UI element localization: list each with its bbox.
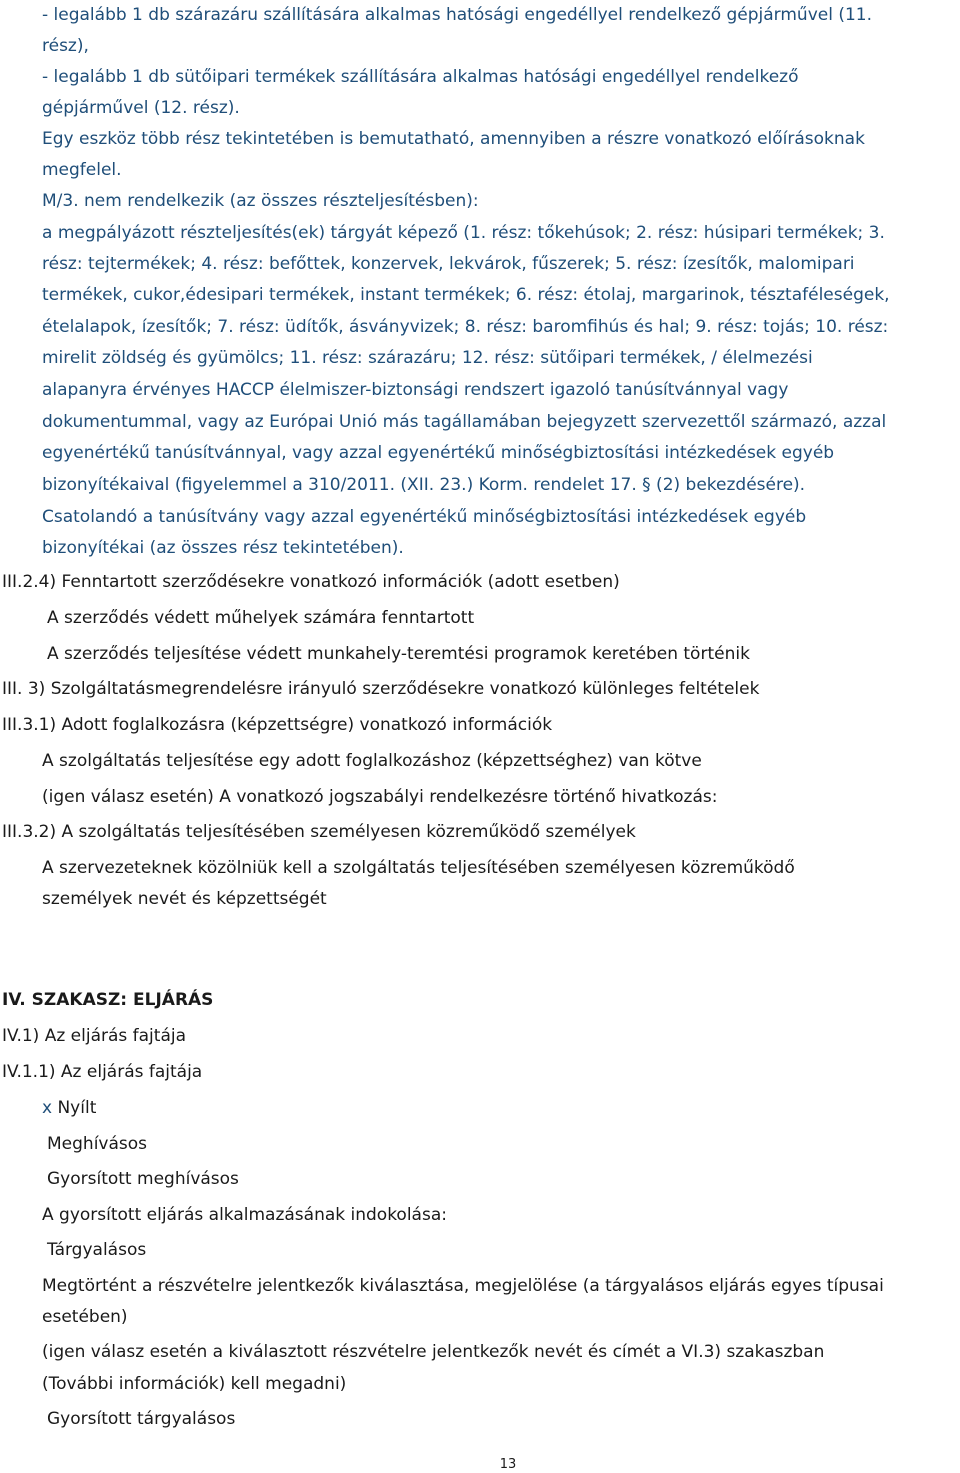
req-line: gépjárművel (12. rész). (42, 98, 240, 118)
req-line: Csatolandó a tanúsítvány vagy azzal egyenértékű minőségbiztosítási intézkedések egyéb (42, 507, 807, 527)
section-heading-4: IV. SZAKASZ: ELJÁRÁS (2, 990, 214, 1010)
candidates-selected-line: esetében) (42, 1307, 128, 1327)
req-line: ételalapok, ízesítők; 7. rész: üdítők, ásványvizek; 8. rész: baromfihús és hal; 9. rész: tojás; 10. rész: (42, 317, 889, 337)
page-number: 13 (499, 1457, 517, 1472)
req-line: megfelel. (42, 160, 122, 180)
option-protected-workshops: A szerződés védett műhelyek számára fenntartott (47, 608, 475, 628)
option-open-label: Nyílt (57, 1098, 97, 1118)
option-protected-employment: A szerződés teljesítése védett munkahely-teremtési programok keretében történik (47, 644, 750, 664)
req-line: rész: tejtermékek; 4. rész: befőttek, konzervek, lekvárok, fűszerek; 5. rész: ízesítők, malomipari (42, 254, 855, 274)
section-heading-3-3: III. 3) Szolgáltatásmegrendelésre irányuló szerződésekre vonatkozó különleges feltételek (2, 679, 760, 699)
option-accelerated-negotiated: Gyorsított tárgyalásos (47, 1409, 236, 1429)
selected-mark-icon: x (42, 1098, 53, 1118)
req-line: alapanyra érvényes HACCP élelmiszer-biztonsági rendszert igazoló tanúsítvánnyal vagy (42, 380, 789, 400)
candidates-info-line: (igen válasz esetén a kiválasztott részvételre jelentkezők nevét és címét a VI.3) szakaszban (42, 1342, 825, 1362)
option-negotiated: Tárgyalásos (47, 1240, 147, 1260)
req-line: dokumentummal, vagy az Európai Unió más tagállamában bejegyzett szervezettől származó, azzal (42, 412, 887, 432)
section-heading-3-3-1: III.3.1) Adott foglalkozásra (képzettségre) vonatkozó információk (2, 715, 553, 735)
profession-bound-line: A szolgáltatás teljesítése egy adott foglalkozáshoz (képzettséghez) van kötve (42, 751, 702, 771)
section-heading-3-2-4: III.2.4) Fenntartott szerződésekre vonatkozó információk (adott esetben) (2, 572, 620, 592)
req-line: bizonyítékaival (figyelemmel a 310/2011. (XII. 23.) Korm. rendelet 17. § (2) bekezdésére). (42, 475, 806, 495)
req-line: egyenértékű tanúsítvánnyal, vagy azzal egyenértékű minőségbiztosítási intézkedések egyéb (42, 443, 835, 463)
candidates-info-line: (További információk) kell megadni) (42, 1374, 347, 1394)
candidates-selected-line: Megtörtént a részvételre jelentkezők kiválasztása, megjelölése (a tárgyalásos eljárás egyes típusai (42, 1276, 884, 1296)
accelerated-justification: A gyorsított eljárás alkalmazásának indokolása: (42, 1205, 447, 1225)
staff-names-line: személyek nevét és képzettségét (42, 889, 327, 909)
req-line: rész), (42, 36, 89, 56)
req-line: - legalább 1 db szárazáru szállítására alkalmas hatósági engedéllyel rendelkező gépjárművel (11. (42, 5, 873, 25)
section-heading-4-1-1: IV.1.1) Az eljárás fajtája (2, 1062, 203, 1082)
section-heading-4-1: IV.1) Az eljárás fajtája (2, 1026, 187, 1046)
section-heading-3-3-2: III.3.2) A szolgáltatás teljesítésében személyesen közreműködő személyek (2, 822, 636, 842)
req-line: bizonyítékai (az összes rész tekintetében). (42, 538, 404, 558)
option-accelerated-restricted: Gyorsított meghívásos (47, 1169, 239, 1189)
req-line: mirelit zöldség és gyümölcs; 11. rész: szárazáru; 12. rész: sütőipari termékek, / élelmezési (42, 348, 813, 368)
option-restricted: Meghívásos (47, 1134, 148, 1154)
req-line: M/3. nem rendelkezik (az összes részteljesítésben): (42, 191, 479, 211)
req-line: - legalább 1 db sütőipari termékek szállítására alkalmas hatósági engedéllyel rendelkező (42, 67, 799, 87)
staff-names-line: A szervezeteknek közölniük kell a szolgáltatás teljesítésében személyesen közreműködő (42, 858, 795, 878)
req-line: a megpályázott részteljesítés(ek) tárgyát képező (1. rész: tőkehúsok; 2. rész: húsipari termékek; 3. (42, 223, 885, 243)
req-line: Egy eszköz több rész tekintetében is bemutatható, amennyiben a részre vonatkozó előírásoknak (42, 129, 865, 149)
option-open (42, 1097, 96, 1119)
legal-reference-line: (igen válasz esetén) A vonatkozó jogszabályi rendelkezésre történő hivatkozás: (42, 787, 718, 807)
req-line: termékek, cukor,édesipari termékek, instant termékek; 6. rész: étolaj, margarinok, tésztaféleségek, (42, 285, 890, 305)
